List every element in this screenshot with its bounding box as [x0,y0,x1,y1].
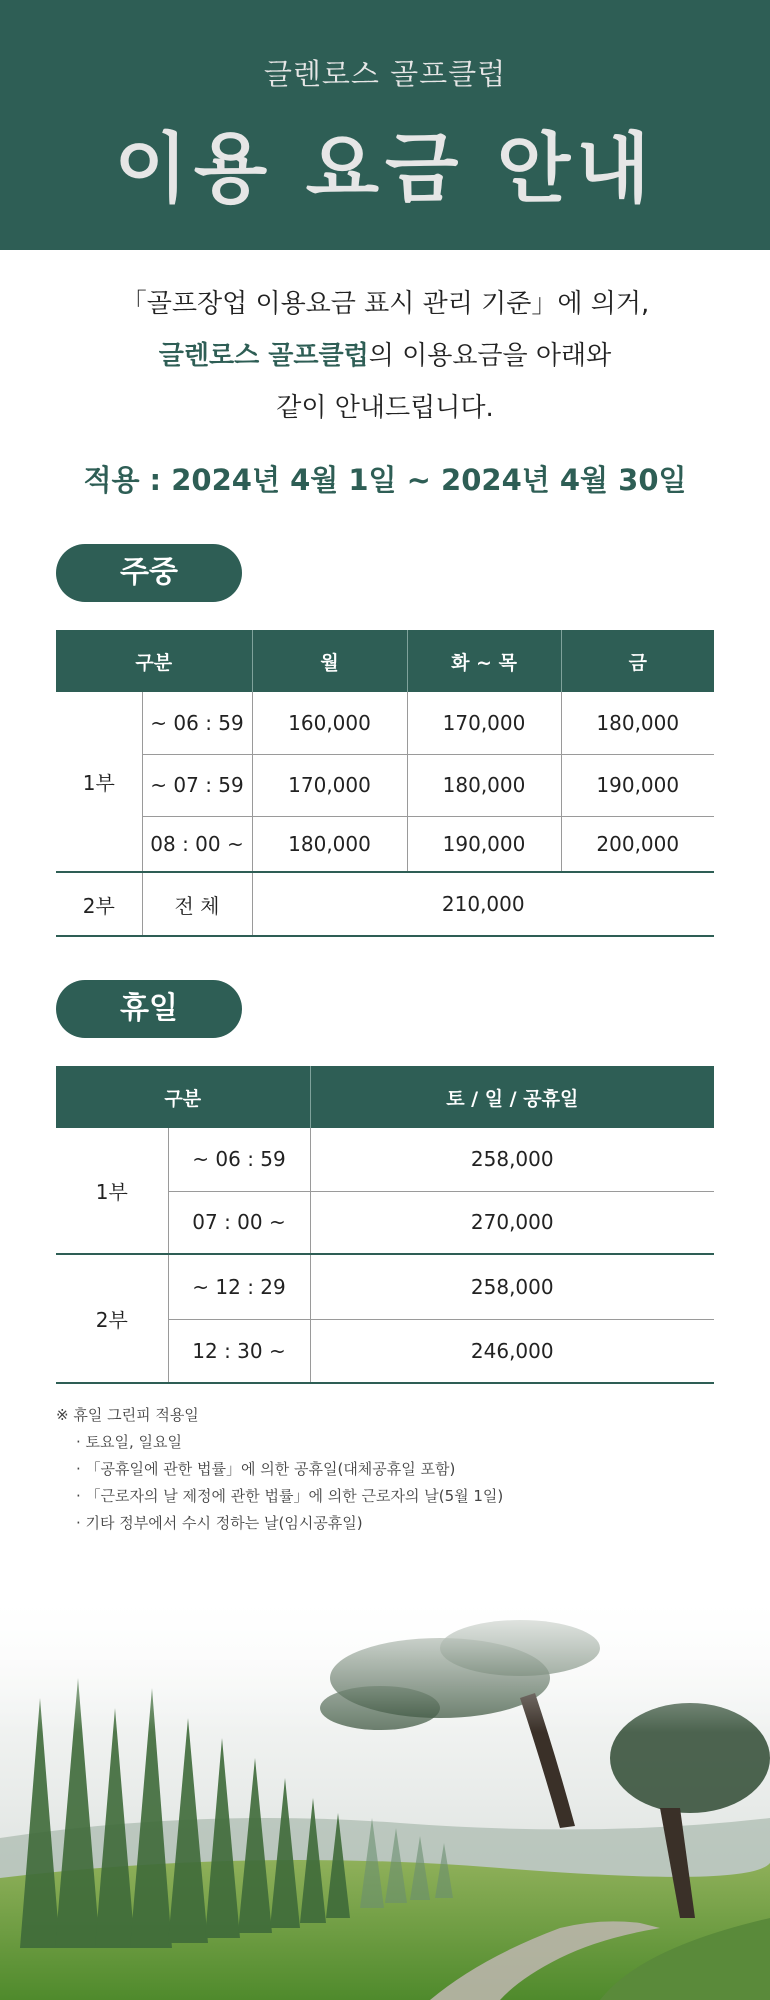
price-cell: 258,000 [310,1254,714,1319]
notes-item: · 「공휴일에 관한 법률」에 의한 공휴일(대체공휴일 포함) [76,1460,456,1478]
weekday-header-tue-thu: 화 ~ 목 [407,630,561,692]
time-cell: ~ 12 : 29 [168,1254,310,1319]
weekday-header-row [56,630,714,692]
holiday-part1-label: 1부 [56,1128,168,1254]
price-cell: 200,000 [561,816,714,872]
time-cell: 07 : 00 ~ [168,1191,310,1254]
notes-item: · 토요일, 일요일 [76,1433,183,1451]
weekday-label-pill: 주중 [56,544,242,602]
time-cell: 12 : 30 ~ [168,1319,310,1383]
intro-line-2 [0,330,770,382]
holiday-notes [56,1402,503,1537]
weekday-fee-table [56,630,714,937]
price-cell: 180,000 [252,816,407,872]
table-row [56,1128,714,1191]
holiday-label-pill: 휴일 [56,980,242,1038]
price-cell: 170,000 [407,692,561,754]
table-row [56,872,714,936]
table-row [56,754,714,816]
weekday-part2-label: 2부 [56,872,142,936]
time-cell: ~ 07 : 59 [142,754,252,816]
notes-item: · 기타 정부에서 수시 정하는 날(임시공휴일) [76,1514,363,1532]
notes-title: ※ 휴일 그린피 적용일 [56,1406,199,1424]
table-row [56,816,714,872]
price-cell: 190,000 [561,754,714,816]
weekday-header-fri: 금 [561,630,714,692]
notes-item: · 「근로자의 날 제정에 관한 법률」에 의한 근로자의 날(5월 1일) [76,1487,504,1505]
applicable-period: 적용 : 2024년 4월 1일 ~ 2024년 4월 30일 [83,463,687,497]
holiday-part2-label: 2부 [56,1254,168,1383]
intro-text [0,278,770,434]
price-cell: 180,000 [407,754,561,816]
price-cell: 170,000 [252,754,407,816]
intro-line-3: 같이 안내드립니다. [276,393,494,423]
holiday-header-category: 구분 [56,1066,310,1128]
holiday-header-weekend: 토 / 일 / 공휴일 [310,1066,714,1128]
golf-course-photo [0,1588,770,2000]
holiday-header-row [56,1066,714,1128]
page-title: 이용 요금 안내 [114,124,656,213]
table-row [56,1254,714,1319]
price-cell: 160,000 [252,692,407,754]
time-cell: ~ 06 : 59 [142,692,252,754]
intro-line-2-rest: 의 이용요금을 아래와 [368,341,612,371]
price-cell: 270,000 [310,1191,714,1254]
weekday-part1-label: 1부 [56,692,142,872]
club-name: 글렌로스 골프클럽 [263,57,507,91]
header-banner [0,0,770,250]
table-row [56,692,714,754]
price-cell: 190,000 [407,816,561,872]
weekday-header-mon: 월 [252,630,407,692]
holiday-fee-table [56,1066,714,1384]
intro-club-highlight: 글렌로스 골프클럽 [158,341,369,371]
weekday-header-category: 구분 [56,630,252,692]
intro-line-1: 「골프장업 이용요금 표시 관리 기준」에 의거, [120,289,650,319]
time-cell: 08 : 00 ~ [142,816,252,872]
price-cell: 180,000 [561,692,714,754]
price-cell: 246,000 [310,1319,714,1383]
price-cell: 258,000 [310,1128,714,1191]
price-cell: 210,000 [252,872,714,936]
golf-course-illustration [0,1588,770,2000]
time-cell: 전 체 [142,872,252,936]
time-cell: ~ 06 : 59 [168,1128,310,1191]
